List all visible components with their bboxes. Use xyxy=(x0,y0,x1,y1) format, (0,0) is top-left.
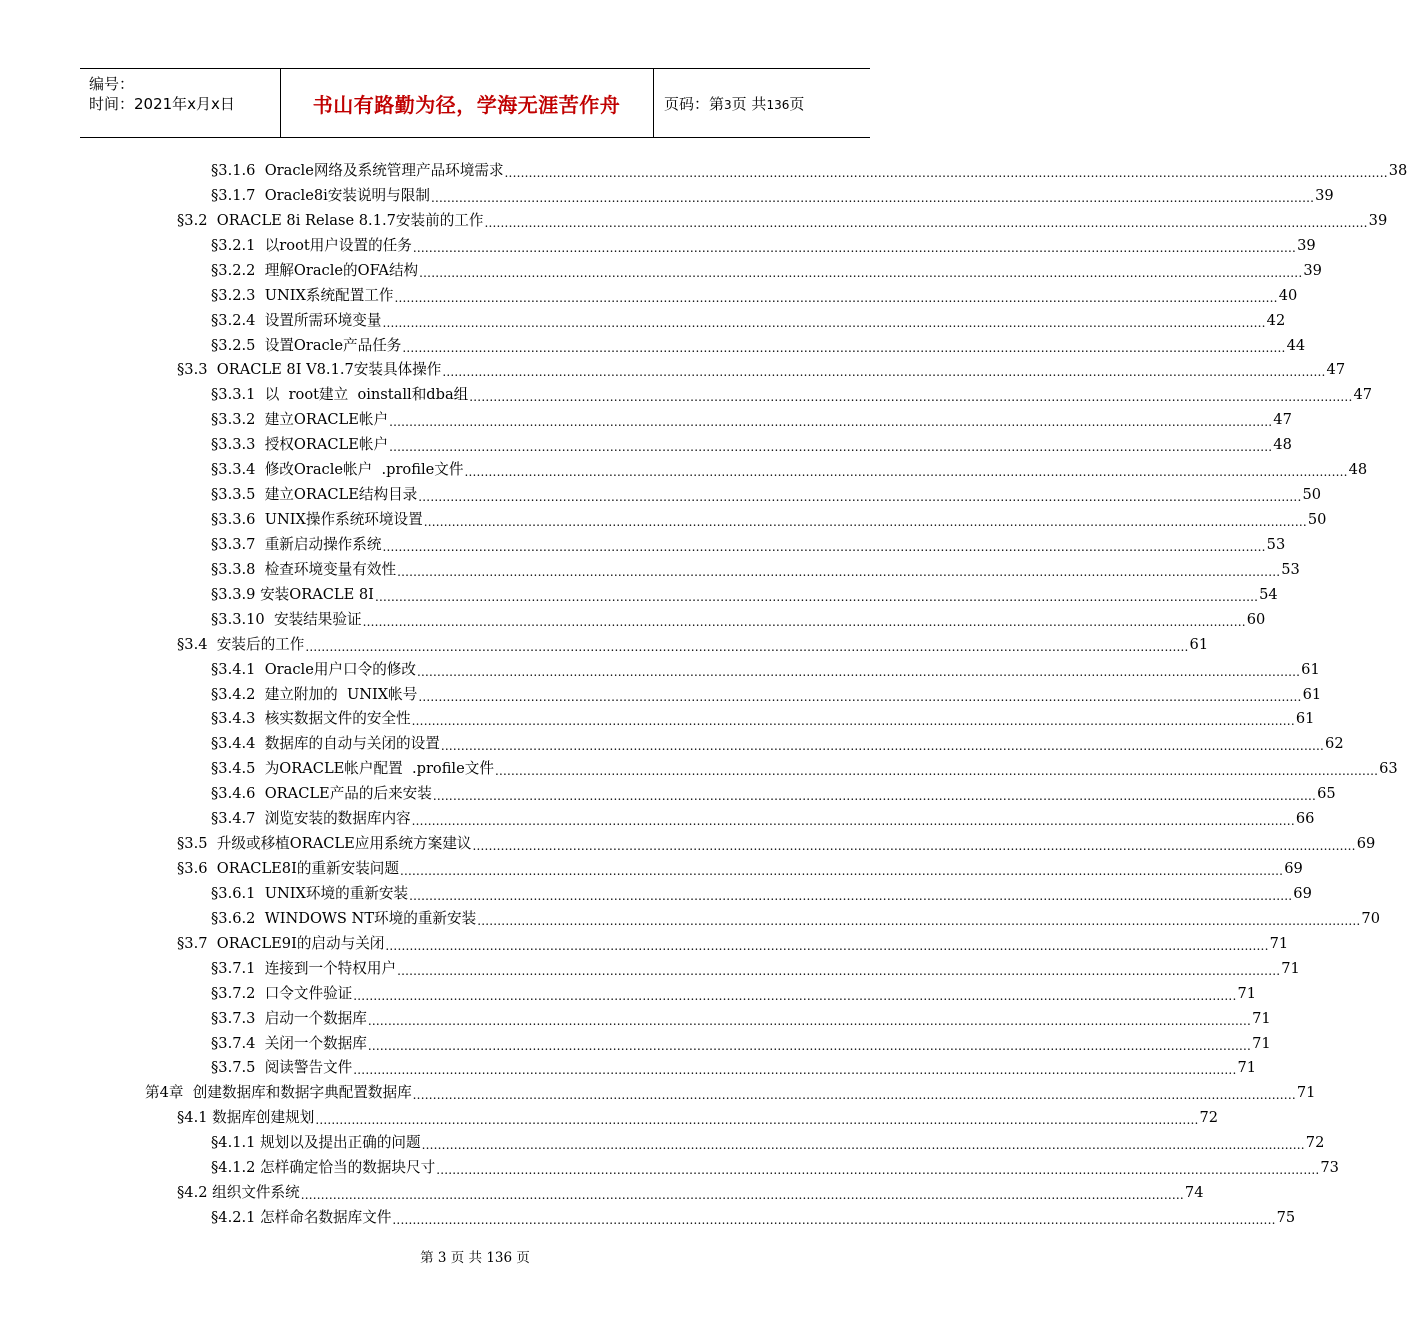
toc-entry[interactable] xyxy=(211,283,1298,308)
toc-entry-page: 39 xyxy=(1303,261,1322,279)
toc-entry-page: 61 xyxy=(1295,710,1315,728)
toc-leader-dots: ............................................................................................................................................................................................................................ xyxy=(411,714,1295,729)
toc-entry[interactable] xyxy=(211,507,1327,532)
toc-entry[interactable] xyxy=(211,956,1300,981)
toc-entry-page: 48 xyxy=(1348,461,1368,479)
toc-entry[interactable] xyxy=(177,1105,1219,1130)
toc-entry-page: 71 xyxy=(1252,1009,1271,1027)
toc-entry-page: 71 xyxy=(1237,984,1257,1002)
toc-entry[interactable] xyxy=(211,607,1266,632)
toc-entry-page: 39 xyxy=(1368,211,1388,229)
toc-entry-page: 71 xyxy=(1237,1059,1257,1077)
toc-entry-page: 69 xyxy=(1293,884,1312,902)
toc-entry[interactable] xyxy=(177,856,1303,881)
toc-entry-title: §3.4.6 ORACLE产品的后来安装 xyxy=(211,785,432,803)
toc-leader-dots: ............................................................................................................................................................................................................................ xyxy=(389,415,1273,430)
page-suffix: 页 xyxy=(789,94,805,113)
toc-entry-page: 44 xyxy=(1286,336,1306,354)
toc-leader-dots: ............................................................................................................................................................................................................................ xyxy=(374,589,1259,604)
toc-entry-title: §3.3.9 安装ORACLE 8I xyxy=(211,585,374,603)
toc-entry-title: §3.2.2 理解Oracle的OFA结构 xyxy=(211,261,419,279)
toc-entry-page: 61 xyxy=(1189,635,1209,653)
toc-leader-dots: ............................................................................................................................................................................................................................ xyxy=(367,1013,1252,1028)
toc-entry-page: 50 xyxy=(1307,511,1327,529)
toc-entry-page: 74 xyxy=(1184,1184,1204,1202)
toc-entry-title: §4.1.2 怎样确定恰当的数据块尺寸 xyxy=(211,1159,436,1177)
toc-leader-dots: ............................................................................................................................................................................................................................ xyxy=(442,365,1326,380)
toc-entry[interactable] xyxy=(211,382,1373,407)
toc-entry-title: §4.1.1 规划以及提出正确的问题 xyxy=(211,1134,421,1152)
toc-entry[interactable] xyxy=(177,208,1388,233)
toc-entry-title: §3.5 升级或移植ORACLE应用系统方案建议 xyxy=(177,835,472,853)
toc-entry[interactable] xyxy=(211,258,1322,283)
toc-entry-title: §3.3 ORACLE 8I V8.1.7安装具体操作 xyxy=(177,361,442,379)
toc-entry-title: §3.3.8 检查环境变量有效性 xyxy=(211,560,397,578)
toc-entry-page: 53 xyxy=(1281,560,1300,578)
toc-entry-page: 54 xyxy=(1259,585,1278,603)
toc-leader-dots: ............................................................................................................................................................................................................................ xyxy=(392,1213,1276,1228)
toc-entry-title: §3.4.4 数据库的自动与关闭的设置 xyxy=(211,735,440,753)
toc-entry-page: 48 xyxy=(1273,436,1292,454)
toc-entry-title: §3.6.2 WINDOWS NT环境的重新安装 xyxy=(211,909,477,927)
toc-entry[interactable] xyxy=(211,706,1315,731)
toc-entry-page: 71 xyxy=(1252,1034,1271,1052)
toc-entry-page: 69 xyxy=(1284,860,1303,878)
toc-entry-title: §3.3.7 重新启动操作系统 xyxy=(211,535,382,553)
toc-entry-page: 62 xyxy=(1325,735,1344,753)
page-footer: 第 3 页 共 136 页 xyxy=(420,1250,530,1266)
toc-entry[interactable] xyxy=(211,432,1292,457)
toc-entry-page: 61 xyxy=(1302,685,1322,703)
toc-entry-page: 72 xyxy=(1199,1109,1219,1127)
toc-leader-dots: ............................................................................................................................................................................................................................ xyxy=(412,240,1297,255)
toc-entry-title: §4.1 数据库创建规划 xyxy=(177,1109,315,1127)
toc-entry-page: 42 xyxy=(1266,311,1286,329)
toc-entry[interactable] xyxy=(211,582,1278,607)
toc-entry-title: §3.4.2 建立附加的 UNIX帐号 xyxy=(211,685,418,703)
toc-entry[interactable] xyxy=(211,731,1344,756)
toc-leader-dots: ............................................................................................................................................................................................................................ xyxy=(419,265,1303,280)
toc-entry[interactable] xyxy=(211,881,1312,906)
toc-entry-page: 39 xyxy=(1315,186,1334,204)
toc-entry[interactable] xyxy=(211,457,1368,482)
toc-entry-title: §4.2 组织文件系统 xyxy=(177,1184,300,1202)
toc-leader-dots: ............................................................................................................................................................................................................................ xyxy=(436,1163,1320,1178)
toc-entry-page: 73 xyxy=(1320,1159,1339,1177)
toc-entry-title: §3.2 ORACLE 8i Relase 8.1.7安装前的工作 xyxy=(177,211,484,229)
toc-leader-dots: ............................................................................................................................................................................................................................ xyxy=(385,938,1269,953)
toc-entry-title: 第4章 创建数据库和数据字典配置数据库 xyxy=(145,1084,412,1102)
toc-entry[interactable] xyxy=(211,657,1320,682)
toc-entry[interactable] xyxy=(211,682,1322,707)
toc-entry-page: 66 xyxy=(1295,810,1315,828)
toc-entry-title: §3.6 ORACLE8I的重新安装问题 xyxy=(177,860,399,878)
toc-entry-page: 38 xyxy=(1388,162,1407,179)
toc-entry[interactable] xyxy=(211,906,1380,931)
toc-entry-title: §3.4.1 Oracle用户口令的修改 xyxy=(211,660,416,678)
toc-entry-page: 47 xyxy=(1273,411,1292,429)
toc-leader-dots: ............................................................................................................................................................................................................................ xyxy=(305,639,1189,654)
page-mid: 页 共 xyxy=(731,94,767,113)
toc-entry[interactable] xyxy=(211,482,1322,507)
toc-leader-dots: ............................................................................................................................................................................................................................ xyxy=(397,963,1281,978)
toc-leader-dots: ............................................................................................................................................................................................................................ xyxy=(382,539,1266,554)
toc-entry-page: 40 xyxy=(1278,286,1298,304)
page-prefix: 页码：第 xyxy=(664,94,725,113)
toc-leader-dots: ............................................................................................................................................................................................................................ xyxy=(430,190,1315,205)
toc-entry[interactable] xyxy=(211,981,1257,1006)
toc-entry-title: §3.7 ORACLE9I的启动与关闭 xyxy=(177,934,385,952)
toc-leader-dots: ............................................................................................................................................................................................................................ xyxy=(394,290,1278,305)
toc-entry-page: 39 xyxy=(1297,236,1316,254)
toc-entry[interactable] xyxy=(211,1205,1296,1230)
toc-entry-title: §3.3.3 授权ORACLE帐户 xyxy=(211,436,389,454)
page-header xyxy=(80,68,870,138)
toc-entry[interactable] xyxy=(211,1130,1325,1155)
toc-leader-dots: ............................................................................................................................................................................................................................ xyxy=(440,739,1325,754)
toc-entry[interactable] xyxy=(211,756,1398,781)
toc-entry-page: 71 xyxy=(1296,1084,1316,1102)
toc-entry[interactable] xyxy=(177,357,1346,382)
toc-entry-title: §3.3.6 UNIX操作系统环境设置 xyxy=(211,511,423,529)
toc-entry[interactable] xyxy=(211,1055,1257,1080)
toc-entry-title: §3.7.4 关闭一个数据库 xyxy=(211,1034,367,1052)
header-motto-cell xyxy=(280,69,654,137)
toc-leader-dots: ............................................................................................................................................................................................................................ xyxy=(315,1113,1199,1128)
toc-entry[interactable] xyxy=(211,233,1316,258)
toc-entry-title: §3.1.6 Oracle网络及系统管理产品环境需求 xyxy=(211,162,504,179)
toc-entry[interactable] xyxy=(211,158,1407,183)
toc-entry-page: 69 xyxy=(1356,835,1376,853)
toc-leader-dots: ............................................................................................................................................................................................................................ xyxy=(382,315,1266,330)
page-number: 3 xyxy=(724,97,732,112)
page-total: 136 xyxy=(766,97,790,112)
toc-entry-title: §3.1.7 Oracle8i安装说明与限制 xyxy=(211,186,430,204)
toc-leader-dots: ............................................................................................................................................................................................................................ xyxy=(418,490,1302,505)
toc-entry-page: 60 xyxy=(1246,610,1266,628)
toc-leader-dots: ............................................................................................................................................................................................................................ xyxy=(400,864,1284,879)
toc-entry-page: 47 xyxy=(1326,361,1346,379)
toc-leader-dots: ............................................................................................................................................................................................................................ xyxy=(477,913,1361,928)
toc-leader-dots: ............................................................................................................................................................................................................................ xyxy=(409,888,1293,903)
toc-entry-title: §3.2.4 设置所需环境变量 xyxy=(211,311,382,329)
toc-entry[interactable] xyxy=(211,308,1286,333)
date-label: 时间：2021年x月x日 xyxy=(89,95,235,113)
toc-entry[interactable] xyxy=(211,1006,1271,1031)
toc-leader-dots: ............................................................................................................................................................................................................................ xyxy=(416,664,1301,679)
toc-entry-title: §3.3.4 修改Oracle帐户 .profile文件 xyxy=(211,461,464,479)
toc-entry-page: 50 xyxy=(1302,486,1322,504)
toc-entry-page: 47 xyxy=(1353,386,1373,404)
toc-entry-title: §3.2.5 设置Oracle产品任务 xyxy=(211,336,402,354)
toc-entry[interactable] xyxy=(211,557,1300,582)
toc-leader-dots: ............................................................................................................................................................................................................................ xyxy=(353,988,1237,1003)
toc-entry-page: 71 xyxy=(1281,959,1300,977)
toc-leader-dots: ............................................................................................................................................................................................................................ xyxy=(300,1188,1184,1203)
toc-entry[interactable] xyxy=(211,407,1292,432)
toc-entry[interactable] xyxy=(177,632,1209,657)
page-info xyxy=(654,93,804,114)
toc-leader-dots: ............................................................................................................................................................................................................................ xyxy=(412,1088,1296,1103)
toc-entry-page: 72 xyxy=(1305,1134,1325,1152)
toc-leader-dots: ............................................................................................................................................................................................................................ xyxy=(362,614,1246,629)
header-page-cell xyxy=(654,69,870,137)
toc-entry[interactable] xyxy=(177,831,1376,856)
toc-entry[interactable] xyxy=(211,1155,1339,1180)
toc-entry-page: 61 xyxy=(1301,660,1320,678)
toc-entry[interactable] xyxy=(211,333,1306,358)
toc-entry[interactable] xyxy=(177,1180,1204,1205)
toc-entry-title: §3.7.5 阅读警告文件 xyxy=(211,1059,353,1077)
toc-entry-title: §3.6.1 UNIX环境的重新安装 xyxy=(211,884,409,902)
toc-entry-title: §3.4 安装后的工作 xyxy=(177,635,305,653)
toc-leader-dots: ............................................................................................................................................................................................................................ xyxy=(421,1138,1305,1153)
toc-entry-title: §3.4.3 核实数据文件的安全性 xyxy=(211,710,411,728)
header-meta-cell xyxy=(80,69,281,137)
motto: 书山有路勤为径，学海无涯苦作舟 xyxy=(312,92,621,117)
toc-leader-dots: ............................................................................................................................................................................................................................ xyxy=(464,465,1348,480)
toc-entry-title: §3.3.5 建立ORACLE结构目录 xyxy=(211,486,418,504)
toc-entry-title: §3.7.3 启动一个数据库 xyxy=(211,1009,367,1027)
toc-leader-dots: ............................................................................................................................................................................................................................ xyxy=(423,515,1307,530)
toc-leader-dots: ............................................................................................................................................................................................................................ xyxy=(469,390,1353,405)
toc-entry[interactable] xyxy=(211,806,1315,831)
toc-entry[interactable] xyxy=(211,1031,1271,1056)
toc-leader-dots: ............................................................................................................................................................................................................................ xyxy=(472,839,1356,854)
toc-entry-title: §4.2.1 怎样命名数据库文件 xyxy=(211,1209,392,1227)
toc-leader-dots: ............................................................................................................................................................................................................................ xyxy=(484,215,1368,230)
toc-entry-title: §3.3.10 安装结果验证 xyxy=(211,610,362,628)
toc-leader-dots: ............................................................................................................................................................................................................................ xyxy=(411,814,1295,829)
toc-leader-dots: ............................................................................................................................................................................................................................ xyxy=(353,1063,1237,1078)
toc-leader-dots: ............................................................................................................................................................................................................................ xyxy=(504,166,1388,180)
toc-entry-title: §3.2.1 以root用户设置的任务 xyxy=(211,236,412,254)
toc-leader-dots: ............................................................................................................................................................................................................................ xyxy=(418,689,1302,704)
toc-entry-title: §3.3.1 以 root建立 oinstall和dba组 xyxy=(211,386,469,404)
toc-entry-page: 70 xyxy=(1361,909,1380,927)
toc-entry[interactable] xyxy=(177,931,1289,956)
toc-entry-title: §3.3.2 建立ORACLE帐户 xyxy=(211,411,389,429)
toc-entry-page: 65 xyxy=(1317,785,1336,803)
toc-entry[interactable] xyxy=(211,532,1286,557)
toc-leader-dots: ............................................................................................................................................................................................................................ xyxy=(432,789,1317,804)
toc-leader-dots: ............................................................................................................................................................................................................................ xyxy=(367,1038,1252,1053)
toc-entry-page: 53 xyxy=(1266,535,1286,553)
toc-entry-title: §3.7.1 连接到一个特权用户 xyxy=(211,959,397,977)
toc-entry[interactable] xyxy=(145,1080,1316,1105)
toc-entry-page: 75 xyxy=(1276,1209,1296,1227)
toc-entry[interactable] xyxy=(211,781,1336,806)
toc-leader-dots: ............................................................................................................................................................................................................................ xyxy=(494,764,1379,779)
toc-leader-dots: ............................................................................................................................................................................................................................ xyxy=(402,340,1286,355)
toc-entry-title: §3.4.5 为ORACLE帐户配置 .profile文件 xyxy=(211,760,494,778)
toc-entry-title: §3.4.7 浏览安装的数据库内容 xyxy=(211,810,411,828)
toc-entry[interactable] xyxy=(211,183,1334,208)
toc-entry-title: §3.7.2 口令文件验证 xyxy=(211,984,353,1002)
toc-leader-dots: ............................................................................................................................................................................................................................ xyxy=(389,440,1273,455)
toc-entry-page: 71 xyxy=(1269,934,1289,952)
toc-entry-page: 63 xyxy=(1379,760,1398,778)
toc-leader-dots: ............................................................................................................................................................................................................................ xyxy=(397,564,1281,579)
serial-label: 编号： xyxy=(89,75,135,93)
toc-entry-title: §3.2.3 UNIX系统配置工作 xyxy=(211,286,394,304)
